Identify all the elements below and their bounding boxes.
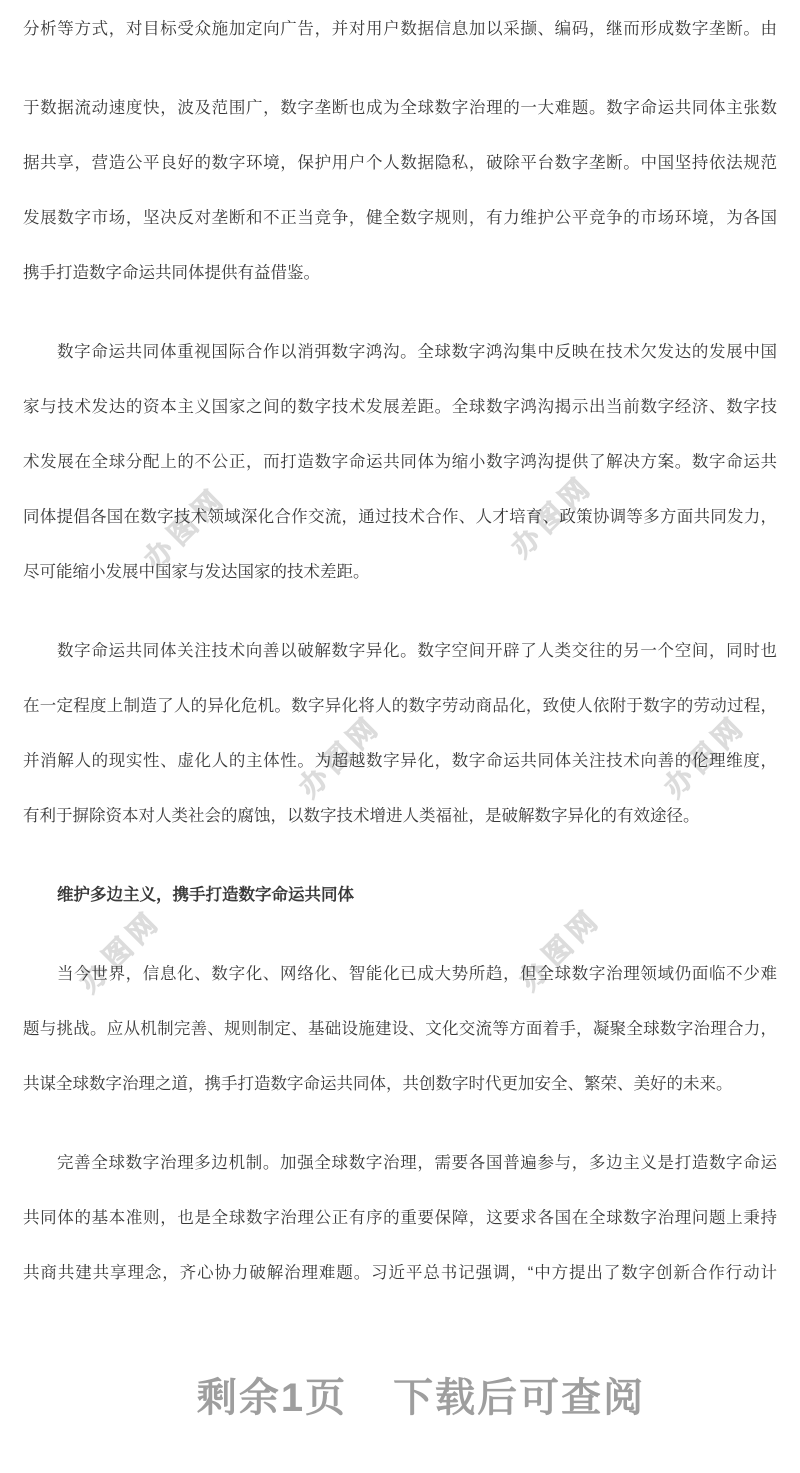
paragraph [23, 325, 777, 600]
site-watermark: 办图网 [513, 902, 608, 997]
text-line: 有利于摒除资本对人类社会的腐蚀，以数字技术增进人类福祉，是破解数字异化的有效途径。 [23, 807, 700, 825]
text-line: 数字命运共同体重视国际合作以消弭数字鸿沟。全球数字鸿沟集中反映在技术欠发达的发展中国 [57, 343, 777, 361]
text-line: 共商共建共享理念，齐心协力破解治理难题。习近平总书记强调，“中方提出了数字创新合作行动计 [23, 1264, 777, 1282]
paragraph [23, 947, 777, 1112]
text-line: 于数据流动速度快，波及范围广，数字垄断也成为全球数字治理的一大难题。数字命运共同体主张数 [23, 99, 777, 117]
text-line: 题与挑战。应从机制完善、规则制定、基础设施建设、文化交流等方面着手，凝聚全球数字治理合力， [23, 1020, 777, 1038]
download-hint-label: 下载后可查阅 [393, 1376, 646, 1420]
text-line: 尽可能缩小发展中国家与发达国家的技术差距。 [23, 563, 370, 581]
site-watermark: 办图网 [505, 469, 600, 564]
paragraph [23, 81, 777, 301]
paragraph [23, 2, 777, 57]
text-line: 家与技术发达的资本主义国家之间的数字技术发展差距。全球数字鸿沟揭示出当前数字经济、数字技 [23, 398, 777, 416]
site-watermark: 办图网 [293, 709, 388, 804]
text-line: 发展数字市场，坚决反对垄断和不正当竞争，健全数字规则，有力维护公平竞争的市场环境，为各国 [23, 209, 777, 227]
section-heading [23, 868, 777, 923]
text-line: 携手打造数字命运共同体提供有益借鉴。 [23, 264, 320, 282]
text-line: 维护多边主义，携手打造数字命运共同体 [57, 886, 354, 904]
document-body [23, 2, 777, 1301]
text-line: 完善全球数字治理多边机制。加强全球数字治理，需要各国普遍参与，多边主义是打造数字命运 [57, 1154, 777, 1172]
paragraph [23, 1136, 777, 1301]
remaining-pages-label: 剩余1页 [196, 1376, 348, 1420]
site-watermark: 办图网 [73, 904, 168, 999]
text-line: 在一定程度上制造了人的异化危机。数字异化将人的数字劳动商品化，致使人依附于数字的劳动过程， [23, 697, 777, 715]
text-line: 术发展在全球分配上的不公正，而打造数字命运共同体为缩小数字鸿沟提供了解决方案。数字命运共 [23, 453, 777, 471]
text-line: 共同体的基本准则，也是全球数字治理公正有序的重要保障，这要求各国在全球数字治理问题上秉持 [23, 1209, 777, 1227]
paragraph [23, 624, 777, 844]
text-line: 共谋全球数字治理之道，携手打造数字命运共同体，共创数字时代更加安全、繁荣、美好的未来。 [23, 1075, 733, 1093]
text-line: 数字命运共同体关注技术向善以破解数字异化。数字空间开辟了人类交往的另一个空间，同时也 [57, 642, 777, 660]
text-line: 分析等方式，对目标受众施加定向广告，并对用户数据信息加以采撷、编码，继而形成数字垄断。由 [23, 20, 777, 38]
preview-footer [0, 1366, 800, 1423]
text-line: 当今世界，信息化、数字化、网络化、智能化已成大势所趋，但全球数字治理领域仍面临不少难 [57, 965, 777, 983]
text-line: 据共享，营造公平良好的数字环境，保护用户个人数据隐私，破除平台数字垄断。中国坚持依法规范 [23, 154, 777, 172]
site-watermark: 办图网 [138, 481, 233, 576]
text-line: 同体提倡各国在数字技术领域深化合作交流，通过技术合作、人才培育、政策协调等多方面共同发力， [23, 508, 777, 526]
site-watermark: 办图网 [658, 709, 753, 804]
text-line: 并消解人的现实性、虚化人的主体性。为超越数字异化，数字命运共同体关注技术向善的伦理维度， [23, 752, 777, 770]
